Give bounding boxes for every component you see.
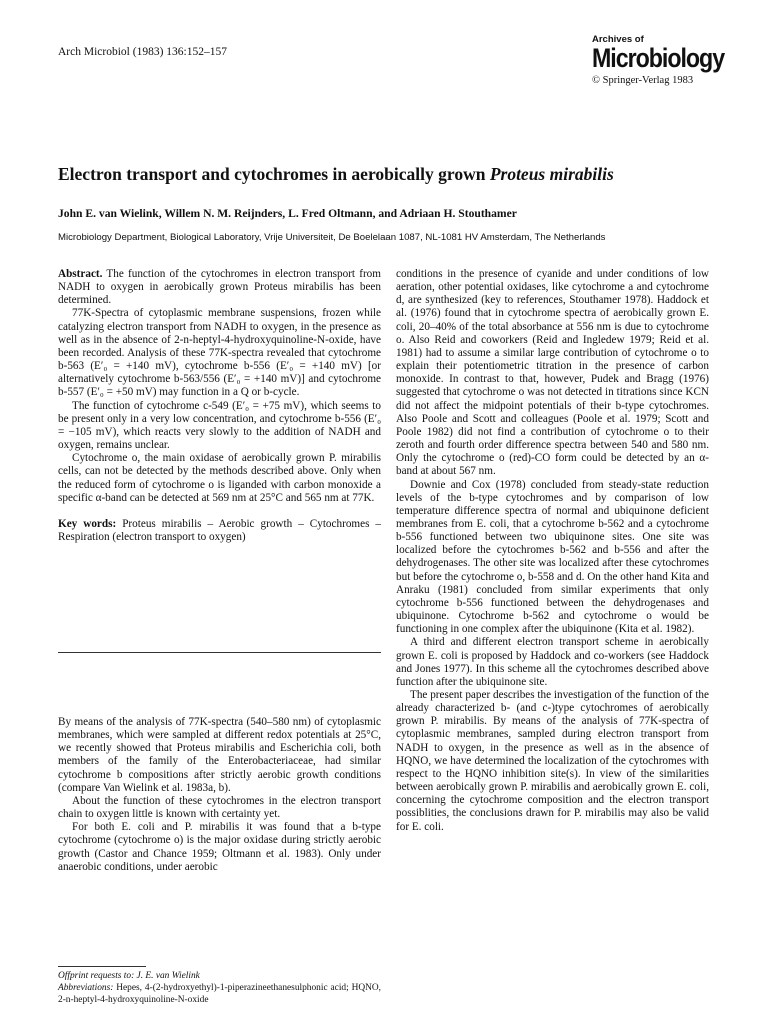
footnote-rule xyxy=(58,966,146,967)
author-list: John E. van Wielink, Willem N. M. Reijnders, L. Fred Oltmann, and Adriaan H. Stouthamer xyxy=(58,207,517,220)
journal-citation: Arch Microbiol (1983) 136:152–157 xyxy=(58,46,227,58)
journal-logo: Microbiology xyxy=(592,43,725,73)
footnote-abbreviations: Abbreviations: Hepes, 4-(2-hydroxyethyl)-1-piperazineethanesulphonic acid; HQNO, 2-n-heptyl-4-hydroxyquinoline-N-oxide xyxy=(58,983,381,1005)
intro-paragraph-1: By means of the analysis of 77K-spectra (540–580 nm) of cytoplasmic membranes, which were sampled at different redox potentials at 25°C, we recently showed that Proteus mirabilis and Escherichia coli, both members of the family of the Enterobacteriaceae, had similar cytochrome b compositions after strictly aerobic growth conditions (compare Van Wielink et al. 1983a, b). xyxy=(58,716,381,794)
paper-title xyxy=(58,164,614,185)
section-divider xyxy=(58,652,381,653)
title-main: Electron transport and cytochromes in aerobically grown xyxy=(58,164,486,184)
abstract-paragraph-4: Cytochrome o, the main oxidase of aerobically grown P. mirabilis cells, can not be detected by the methods described above. Only when the reduced form of cytochrome o is liganded with carbon monoxide a specific α-band can be detected at 569 nm at 25°C and 565 nm at 77K. xyxy=(58,452,381,504)
abstract-label: Abstract. xyxy=(58,268,103,280)
footnote-offprint: Offprint requests to: J. E. van Wielink xyxy=(58,971,200,981)
publisher-copyright: © Springer-Verlag 1983 xyxy=(592,75,694,86)
left-column xyxy=(58,268,381,545)
right-column xyxy=(396,268,709,834)
right-paragraph-1: conditions in the presence of cyanide and under conditions of low aeration, other potential oxidases, like cytochrome a and cytochrome d, are synthesized (key to references, Stouthamer 1978). Haddock et al. (1976) found that in cytochrome spectra of aerobically grown E. coli, 20–40% of the total absorbance at 556 nm is due to cytochrome o. Also Reid and coworkers (Reid and Ingledew 1979; Reid et al. 1981) had to assume a similar large contribution of cytochrome o to explain their potentiometric titration in the presence of carbon monoxide. In contrast to that, however, Pudek and Bragg (1976) suggested that cytochrome o was not detected in titrations since KCN did not affect the midpoint potentials of their b-type cytochromes. Also Poole and Scott and colleagues (Poole et al. 1979; Scott and Poole 1982) did not find a contribution of cytochrome o to their zeroth and fourth order difference spectra between 540 and 580 nm. Only the cytochrome o (red)-CO form could be detected by an α-band at about 567 nm. xyxy=(396,268,709,478)
introduction xyxy=(58,716,381,874)
right-paragraph-3: A third and different electron transport scheme in aerobically grown E. coli is proposed by Haddock and co-workers (see Haddock and Jones 1977). In this scheme all the cytochromes described above function after the ubiquinone site. xyxy=(396,636,709,688)
title-species: Proteus mirabilis xyxy=(489,164,614,184)
abstract-paragraph-2: 77K-Spectra of cytoplasmic membrane suspensions, frozen while catalyzing electron transport from NADH to oxygen, in the presence as well as in the absence of 2-n-heptyl-4-hydroxyquinoline-N-oxide, have been recorded. Analysis of these 77K-spectra revealed that cytochrome b-563 (E′₀ = +140 mV), cytochrome b-556 (E′₀ = +140 mV) [or alternatively cytochrome b-563/556 (E′₀ = +140 mV)] and cytochrome b-557 (E′₀ = +50 mV) may function in a Q or b-cycle. xyxy=(58,307,381,399)
keywords-label: Key words: xyxy=(58,517,117,530)
keywords: Key words: Proteus mirabilis – Aerobic growth – Cytochromes – Respiration (electron transport to oxygen) xyxy=(58,517,382,544)
intro-paragraph-3: For both E. coli and P. mirabilis it was found that a b-type cytochrome (cytochrome o) is the major oxidase during strictly aerobic growth (Castor and Chance 1959; Oltmann et al. 1983). Only under anaerobic conditions, under aerobic xyxy=(58,821,381,873)
right-paragraph-2: Downie and Cox (1978) concluded from steady-state reduction levels of the b-type cytochromes and by comparison of low temperature difference spectra of normal and ubiquinone deficient membranes from E. coli, that a cytochrome b-562 and a cytochrome b-556 functioned between two ubiquinone sites. One site was localized before the cytochromes b-562 and b-556 and after the dehydrogenases. The other site was localized after these cytochromes but before the cytochrome o, b-558 and d. On the other hand Kita and Anraku (1981) concluded from similar experiments that only cytochrome b-556 functioned between the dehydrogenases and ubiquinone. Cytochrome b-562 and cytochrome o would be functioning in one complex after the ubiquinone (Kita et al. 1982). xyxy=(396,478,709,636)
abstract-paragraph-3: The function of cytochrome c-549 (E′₀ = +75 mV), which seems to be present only in a very low concentration, and cytochrome b-556 (E′₀ = −105 mV), which reacts very slowly to the addition of NADH and oxygen, remains unclear. xyxy=(58,399,381,452)
right-paragraph-4: The present paper describes the investigation of the function of the already characterized b- (and c-)type cytochromes of aerobically grown P. mirabilis. By means of the analysis of 77K-spectra of cytoplasmic membranes, sampled during electron transport from NADH to oxygen, in the presence as well as in the absence of HQNO, we have determined the localization of the cytochromes with respect to the HQNO inhibition site(s). In view of the similarities between aerobically grown P. mirabilis and aerobically grown E. coli, concerning the cytochrome composition and the electron transport possiblities, the conclusions drawn for P. mirabilis may also be valid for E. coli. xyxy=(396,689,709,833)
affiliation: Microbiology Department, Biological Laboratory, Vrije Universiteit, De Boelelaan 1087, NL-1081 HV Amsterdam, The Netherlands xyxy=(58,232,606,243)
journal-masthead xyxy=(592,34,725,86)
abstract-paragraph-1: Abstract. The function of the cytochromes in electron transport from NADH to oxygen in aerobically grown Proteus mirabilis has been determined. xyxy=(58,268,381,307)
intro-paragraph-2: About the function of these cytochromes in the electron transport chain to oxygen little is known with certainty yet. xyxy=(58,794,381,821)
journal-prefix: Archives of xyxy=(592,34,644,45)
